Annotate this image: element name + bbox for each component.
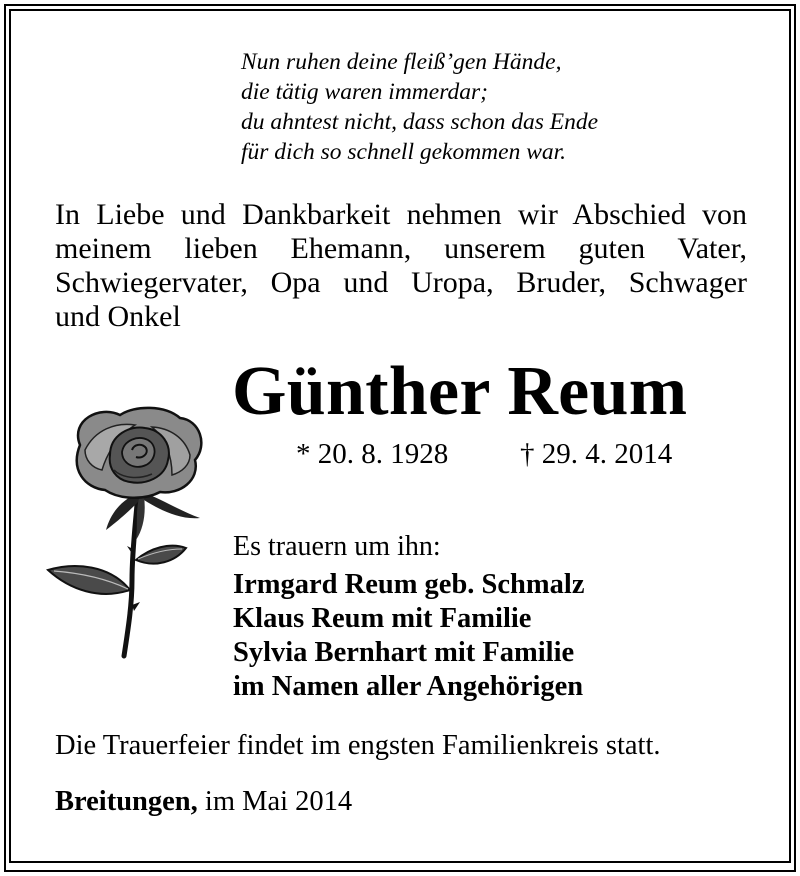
notice-date: im Mai 2014: [204, 786, 353, 817]
intro-line: In Liebe und Dankbarkeit nehmen wir Abschied von: [55, 198, 747, 231]
poem-line: Nun ruhen deine fleiß’gen Hände,: [241, 49, 562, 75]
poem-line: die tätig waren immerdar;: [241, 79, 488, 105]
deceased-name: Günther Reum: [232, 353, 688, 430]
intro-line: meinem lieben Ehemann, unserem guten Vater,: [55, 232, 747, 265]
poem-line: du ahntest nicht, dass schon das Ende: [241, 109, 599, 135]
mourning-intro: Es trauern um ihn:: [233, 531, 441, 562]
poem-line: für dich so schnell gekommen war.: [241, 139, 567, 165]
intro-line: und Onkel: [55, 300, 181, 333]
rose-icon: [40, 400, 220, 662]
place-name: Breitungen,: [55, 786, 198, 817]
poem: [241, 47, 661, 167]
place-date-line: [55, 784, 352, 820]
funeral-note: Die Trauerfeier findet im engsten Familienkreis statt.: [55, 730, 661, 761]
mourners-list: [233, 568, 584, 704]
intro-line: Schwiegervater, Opa und Uropa, Bruder, Schwager: [55, 266, 747, 299]
mourner-line: Sylvia Bernhart mit Familie: [233, 637, 575, 668]
mourner-line: im Namen aller Angehörigen: [233, 671, 584, 702]
mourner-line: Irmgard Reum geb. Schmalz: [233, 569, 585, 600]
intro-text: [55, 198, 747, 334]
mourner-line: Klaus Reum mit Familie: [233, 603, 532, 634]
birth-date: * 20. 8. 1928: [296, 438, 449, 470]
death-date: † 29. 4. 2014: [520, 438, 673, 470]
